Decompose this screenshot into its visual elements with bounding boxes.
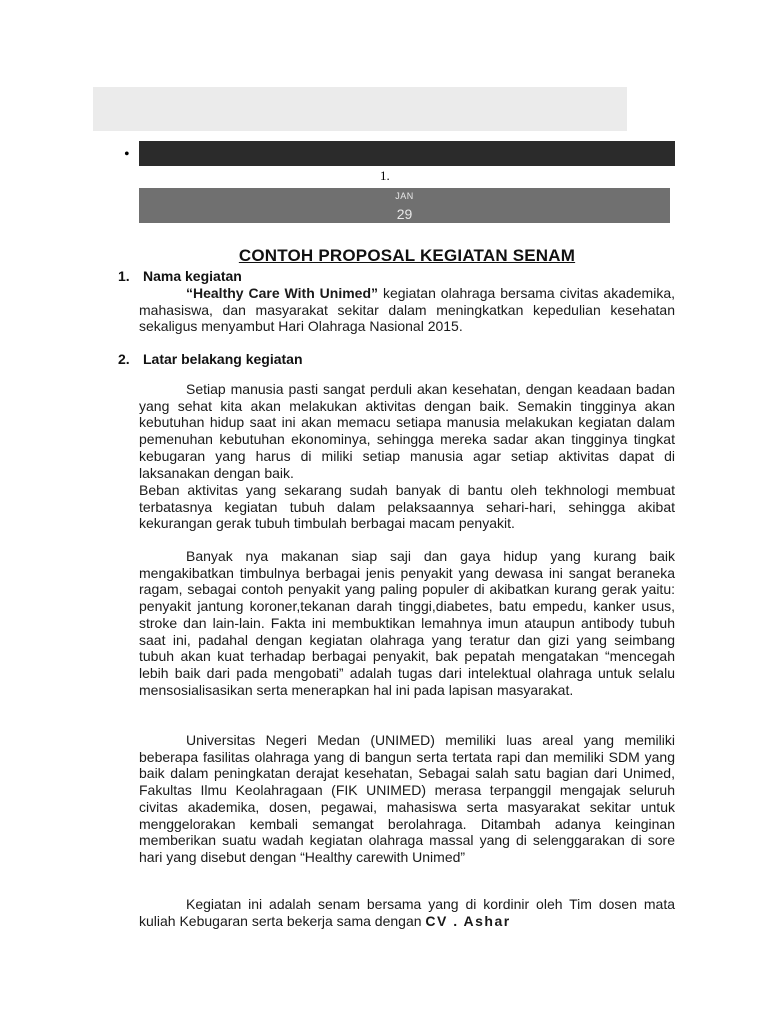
paragraph-5 — [139, 896, 675, 929]
date-day: 29 — [396, 206, 413, 222]
date-month: JAN — [395, 191, 414, 201]
section-heading-2-text: Latar belakang kegiatan — [143, 351, 303, 367]
section-number-1: 1. — [118, 268, 130, 284]
section-number-2: 2. — [118, 351, 130, 367]
section-heading-2 — [118, 351, 303, 367]
paragraph-4: Universitas Negeri Medan (UNIMED) memiliki luas areal yang memiliki beberapa fasilitas olahraga yang di bangun serta tertata rapi dan memiliki SDM yang baik dalam peningkatan derajat kesehatan, Sebagai salah satu bagian dari Unimed, Fakultas Ilmu Keolahragaan (FIK UNIMED) merasa terpanggil mengajak seluruh civitas akademika, dosen, pegawai, mahasiswa serta masyarakat sekitar untuk menggelorakan kembali semangat berolahraga. Ditambah adanya keinginan memberikan suatu wadah kegiatan olahraga massal yang di selenggarakan di sore hari yang disebut dengan “Healthy carewith Unimed” — [139, 732, 675, 865]
paragraph-event-name — [139, 285, 675, 335]
partner-name: CV . Ashar — [425, 912, 511, 929]
section-heading-1 — [118, 268, 242, 284]
header-dark-bar — [139, 141, 675, 166]
document-title: CONTOH PROPOSAL KEGIATAN SENAM — [238, 246, 576, 265]
paragraph-1: Setiap manusia pasti sangat perduli akan kesehatan, dengan keadaan badan yang sehat kita akan melakukan aktivitas dengan baik. Semakin tingginya akan kebutuhan hidup saat ini akan memacu setiapa manusia melakukan kegiatan dalam pemenuhan kebutuhan ekonominya, sehingga mereka sadar akan tingginya tingkat kebugaran yang harus di miliki setiap manusia agar setiap aktivitas dapat di laksanakan dengan baik. — [139, 381, 675, 481]
event-description: kegiatan olahraga bersama civitas akademika, mahasiswa, dan masyarakat sekitar dalam meningkatkan kepedulian kesehatan sekaligus menyambut Hari Olahraga Nasional 2015. — [139, 285, 676, 335]
header-placeholder-band — [93, 87, 627, 131]
date-badge — [139, 188, 670, 223]
paragraph-2: Beban aktivitas yang sekarang sudah banyak di bantu oleh tekhnologi membuat terbatasnya kegiatan tubuh dalam pelaksaannya sehari-hari, sehingga akibat kekurangan gerak tubuh timbulah berbagai macam penyakit. — [139, 482, 675, 532]
paragraph-3: Banyak nya makanan siap saji dan gaya hidup yang kurang baik mengakibatkan timbulnya berbagai jenis penyakit yang dewasa ini sangat beraneka ragam, sebagai contoh penyakit yang paling populer di akibatkan kurang gerak yaitu: penyakit jantung koroner,tekanan darah tinggi,diabetes, batu empedu, kanker usus, stroke dan lain-lain. Fakta ini membuktikan lemahnya imun ataupun antibody tubuh saat ini, padahal dengan kegiatan olahraga yang teratur dan gizi yang seimbang tubuh akan kuat terhadap berbagai penyakit, bak pepatah mengatakan “mencegah lebih baik dari pada mengobati” adalah tugas dari intelektual olahraga untuk selalu mensosialisasikan serta menerapkan hal ini pada lapisan masyarakat. — [139, 548, 675, 698]
event-name: “Healthy Care With Unimed” — [186, 285, 379, 301]
section-heading-1-text: Nama kegiatan — [143, 268, 242, 284]
paragraph-5-text: Kegiatan ini adalah senam bersama yang di kordinir oleh Tim dosen mata kuliah Kebugaran serta bekerja sama dengan — [139, 896, 675, 929]
bullet-marker: • — [124, 146, 130, 163]
page-number: 1. — [380, 168, 390, 183]
